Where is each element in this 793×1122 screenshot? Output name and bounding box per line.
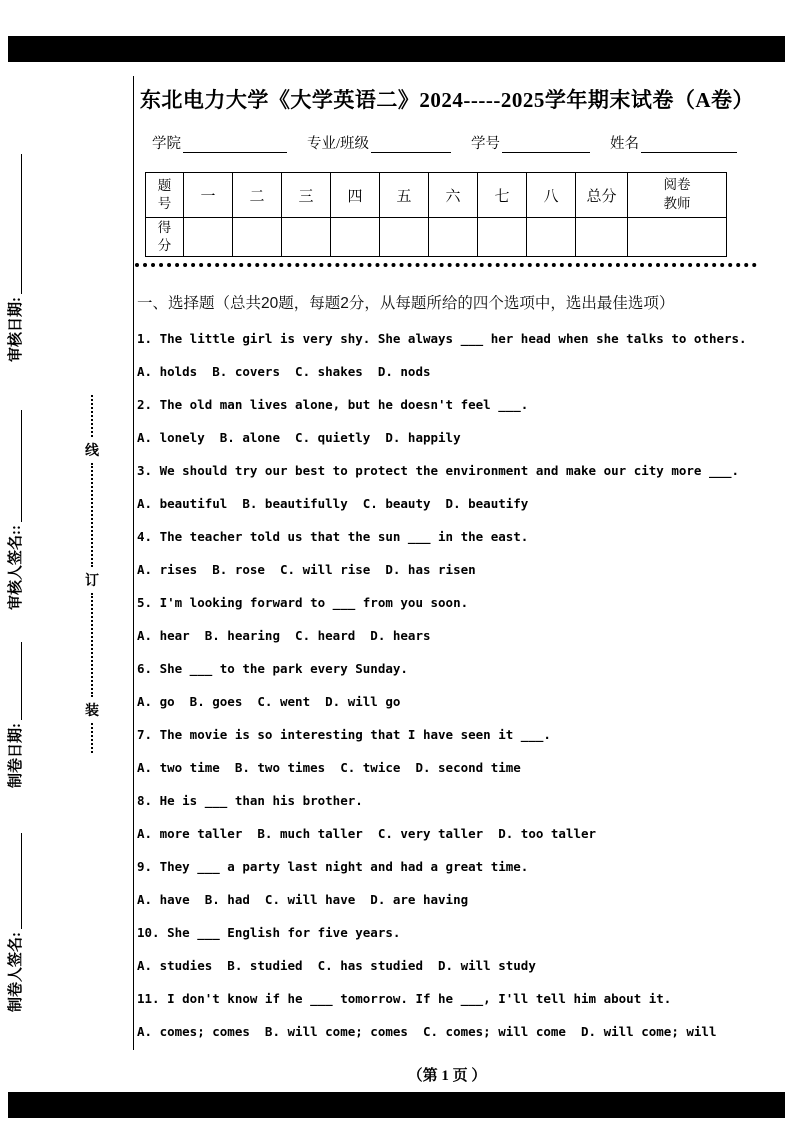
score-table-header-2: 二	[233, 173, 282, 218]
binding-char-xian: 线	[85, 444, 99, 459]
binding-char-zhuang: 装	[85, 704, 99, 719]
binding-char-ding: 订	[85, 574, 99, 589]
score-table-header-grader: 阅卷教师	[628, 173, 727, 218]
score-table-header-4: 四	[331, 173, 380, 218]
score-cell	[628, 218, 727, 257]
question-text: 3. We should try our best to protect the environment and make our city more ___.	[137, 463, 740, 478]
score-cell	[282, 218, 331, 257]
score-cell	[233, 218, 282, 257]
binding-dotted-segment	[91, 463, 93, 567]
make-sign-label: 制卷人签名:	[8, 932, 24, 1012]
make-sign-blank-line	[6, 833, 22, 929]
question-text: 8. He is ___ than his brother.	[137, 793, 363, 808]
major-class-blank	[371, 136, 451, 153]
page-footer: （第 1 页 ）	[407, 1068, 487, 1084]
review-sign-blank-line	[6, 410, 22, 522]
dotted-separator	[135, 263, 757, 267]
section-one-heading: 一、选择题（总共20题，每题2分，从每题所给的四个选项中，选出最佳选项）	[137, 295, 675, 312]
field-name	[610, 132, 737, 153]
score-table-header-5: 五	[380, 173, 429, 218]
score-table-header-3: 三	[282, 173, 331, 218]
margin-review-sign	[4, 410, 26, 610]
score-table-header-6: 六	[429, 173, 478, 218]
student-id-blank	[502, 136, 590, 153]
college-blank	[183, 136, 287, 153]
option-text: A. holds B. covers C. shakes D. nods	[137, 364, 431, 379]
student-info-form	[152, 132, 740, 153]
name-label: 姓名	[610, 136, 640, 152]
option-text: A. studies B. studied C. has studied D. will study	[137, 958, 536, 973]
question-text: 5. I'm looking forward to ___ from you soon.	[137, 595, 469, 610]
exam-title: 东北电力大学《大学英语二》2024-----2025学年期末试卷（A卷）	[139, 88, 755, 112]
make-date-label: 制卷日期:	[8, 723, 24, 788]
bottom-black-bar	[8, 1092, 785, 1118]
score-cell	[331, 218, 380, 257]
score-table-header-7: 七	[478, 173, 527, 218]
score-cell	[478, 218, 527, 257]
field-student-id	[471, 132, 590, 153]
top-black-bar	[8, 36, 785, 62]
score-table-header-8: 八	[527, 173, 576, 218]
score-cell	[429, 218, 478, 257]
field-college	[152, 132, 287, 153]
question-text: 10. She ___ English for five years.	[137, 925, 401, 940]
college-label: 学院	[152, 136, 181, 152]
score-cell	[527, 218, 576, 257]
binding-dotted-segment	[91, 395, 93, 437]
score-table-header-total: 总分	[576, 173, 628, 218]
margin-review-date	[4, 154, 26, 362]
question-text: 4. The teacher told us that the sun ___ in the east.	[137, 529, 529, 544]
score-table	[145, 172, 727, 257]
binding-dotted-segment	[91, 593, 93, 697]
question-text: 6. She ___ to the park every Sunday.	[137, 661, 408, 676]
score-cell	[380, 218, 429, 257]
major-class-label: 专业/班级	[307, 136, 370, 152]
review-date-blank-line	[6, 154, 22, 294]
review-sign-label: 审核人签名::	[8, 525, 24, 610]
option-text: A. beautiful B. beautifully C. beauty D. beautify	[137, 496, 529, 511]
score-row-label-cell: 得分	[146, 218, 184, 257]
score-cell	[184, 218, 233, 257]
score-table-header-1: 一	[184, 173, 233, 218]
question-text: 7. The movie is so interesting that I have seen it ___.	[137, 727, 551, 742]
question-text: 1. The little girl is very shy. She always ___ her head when she talks to others.	[137, 331, 747, 346]
option-text: A. hear B. hearing C. heard D. hears	[137, 628, 431, 643]
field-major-class	[307, 132, 451, 153]
binding-dotted-segment	[91, 723, 93, 753]
option-text: A. comes; comes B. will come; comes C. comes; will come D. will come; will	[137, 1024, 717, 1039]
option-text: A. go B. goes C. went D. will go	[137, 694, 401, 709]
score-cell	[576, 218, 628, 257]
option-text: A. have B. had C. will have D. are having	[137, 892, 469, 907]
question-text: 2. The old man lives alone, but he doesn't feel ___.	[137, 397, 529, 412]
content-left-border	[133, 76, 134, 1050]
option-text: A. two time B. two times C. twice D. second time	[137, 760, 521, 775]
name-blank	[641, 136, 737, 153]
make-date-blank-line	[6, 642, 22, 720]
question-list	[137, 322, 762, 1048]
option-text: A. more taller B. much taller C. very taller D. too taller	[137, 826, 597, 841]
margin-make-date	[4, 642, 26, 788]
review-date-label: 审核日期:	[8, 297, 24, 362]
score-table-header-question-no: 题号	[146, 173, 184, 218]
question-text: 9. They ___ a party last night and had a great time.	[137, 859, 529, 874]
option-text: A. rises B. rose C. will rise D. has risen	[137, 562, 476, 577]
option-text: A. lonely B. alone C. quietly D. happily	[137, 430, 461, 445]
student-id-label: 学号	[471, 136, 501, 152]
binding-line	[82, 395, 102, 753]
margin-make-sign	[4, 833, 26, 1012]
question-text: 11. I don't know if he ___ tomorrow. If he ___, I'll tell him about it.	[137, 991, 672, 1006]
